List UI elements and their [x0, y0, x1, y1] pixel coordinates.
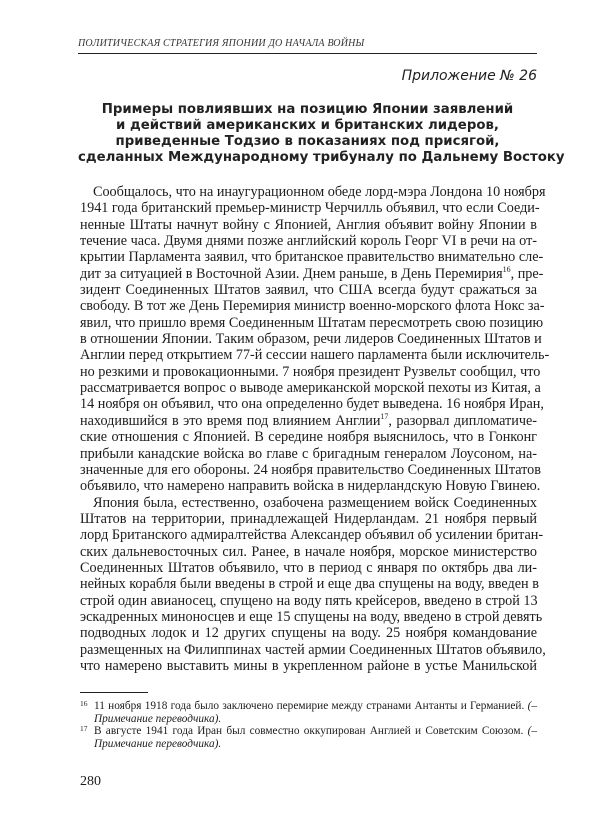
text-line: [80, 314, 544, 331]
footnote-ref[interactable]: 17: [380, 411, 389, 421]
line-text: ские отношения с Японией. В середине ноября выяснилось, что в Гонконг: [80, 429, 537, 446]
text-line: [80, 511, 537, 527]
text-line: [80, 641, 546, 658]
line-text: Соединенных Штатов объявило, что в период с января по октябрь два ли-: [80, 559, 537, 576]
line-text: подводных лодок и 12 других спущены на воду. 25 ноября командование: [80, 625, 537, 642]
text-line: [80, 625, 537, 641]
line-text: строй один авианосец, спущено на воду пять крейсеров, введено в строй 13: [80, 592, 538, 609]
line-text: эскадренных миноносцев и еще 15 спущены на воду, введено в строй девять: [80, 608, 543, 625]
line-text: Штатов на территории, принадлежащей Нидерландам. 21 ноября первый: [80, 510, 537, 527]
text-line: [80, 249, 544, 266]
text-line: [80, 282, 537, 298]
line-text: прибыли канадские войска во главе с бригадным генералом Лоусоном, на-: [80, 445, 537, 462]
line-text: рассматривается вопрос о выводе американской морской пехоты из Китая, а: [80, 380, 541, 397]
footnote-number: 16: [80, 699, 88, 708]
line-text: зидент Соединенных Штатов заявил, что США всегда будут сражаться за: [80, 282, 537, 299]
text-line: [80, 544, 537, 560]
text-line: [80, 429, 537, 445]
line-text: крытии Парламента заявил, что британское правительство внимательно сле-: [80, 249, 544, 266]
footnote-note-start: (–: [527, 700, 537, 712]
text-line: [80, 380, 541, 397]
line-text: 14 ноября он объявил, что она определенно будет выведена. 16 ноября Иран,: [80, 396, 544, 413]
line-text: но резкими и провокационными. 7 ноября президент Рузвельт сообщил, что: [80, 363, 541, 380]
text-line: [80, 446, 537, 462]
line-text: Сообщалось, что на инаугурационном обеде лорд-мэра Лондона 10 ноября: [93, 184, 546, 200]
footnote-divider: [80, 692, 148, 693]
text-line: [80, 527, 544, 544]
line-text: Япония была, естественно, озабочена размещением войск Соединенных: [93, 494, 537, 511]
footnotes: [80, 700, 537, 750]
line-text-after: , разорвал дипломатиче-: [388, 412, 537, 429]
line-text: 1941 года британский премьер-министр Черчилль объявил, что если Соеди-: [80, 200, 540, 217]
footnote-note-end: Примечание переводчика).: [94, 712, 222, 725]
title-line: Примеры повлиявших на позицию Японии заявлений: [101, 102, 514, 117]
footnote-text: В августе 1941 года Иран был совместно оккупирован Англией и Советским Союзом.: [94, 725, 524, 737]
text-line: [80, 593, 537, 609]
footnote-line: [94, 725, 537, 738]
text-line: [80, 608, 543, 625]
text-line: [80, 298, 545, 315]
text-line: [80, 461, 541, 478]
text-line: [80, 264, 544, 282]
footnote-note-start: (–: [527, 725, 537, 737]
running-head: ПОЛИТИЧЕСКАЯ СТРАТЕГИЯ ЯПОНИИ ДО НАЧАЛА ВОЙНЫ: [78, 38, 365, 49]
text-line: [80, 396, 544, 413]
line-text: явил, что пришло время Соединенным Штатам пересмотреть свою позицию: [80, 314, 544, 331]
text-line: [80, 184, 546, 200]
appendix-label: Приложение № 26: [401, 68, 537, 84]
text-line: [80, 347, 550, 364]
line-text: размещенных на Филиппинах частей армии Соединенных Штатов объявило,: [80, 641, 546, 658]
line-text: объявило, что намерено направить войска в нидерландскую Новую Гвинею.: [80, 478, 541, 495]
text-line: [80, 233, 537, 249]
line-text: свободу. В тот же День Перемирия министр военно-морского флота Нокс за-: [80, 298, 545, 315]
page-number: 280: [80, 774, 101, 789]
line-text: значенные для его обороны. 24 ноября правительство Соединенных Штатов: [80, 461, 541, 478]
line-text: в отношении Японии. Таким образом, речи лидеров Соединенных Штатов и: [80, 331, 542, 348]
text-line: [80, 331, 542, 348]
text-line: [80, 560, 537, 576]
line-text: Англии перед открытием 77-й сессии нашего парламента были исключитель-: [80, 347, 550, 364]
line-text: ненные Штаты начнут войну с Японией, Англия объявит войну Японии в: [80, 216, 537, 233]
footnote-number: 17: [80, 724, 88, 733]
line-text: лорд Британского адмиралтейства Александер объявил об усилении британ-: [80, 527, 544, 544]
text-line: [80, 200, 540, 217]
text-line: [80, 413, 537, 429]
footnote-ref[interactable]: 16: [502, 264, 511, 274]
line-text: дит за ситуацией в Восточной Азии. Днем раньше, в День Перемирия: [80, 265, 503, 282]
text-line: [80, 658, 537, 674]
line-text: ских дальневосточных сил. Ранее, в начале ноября, морское министерство: [80, 543, 537, 560]
footnote-line: [94, 700, 537, 713]
line-text: что намерено выставить мины в укрепленном районе в устье Манильской: [80, 657, 537, 674]
section-title: [78, 102, 565, 166]
footnote-note-end: Примечание переводчика).: [94, 737, 222, 750]
text-line: [80, 478, 541, 495]
text-line: [80, 576, 537, 592]
text-line: [80, 217, 537, 233]
text-line: [80, 363, 541, 380]
footnote: [80, 725, 537, 750]
line-text-after: , пре-: [510, 265, 544, 282]
footnote: [80, 700, 537, 725]
title-line: приведенные Тодзио в показаниях под присягой,: [115, 134, 500, 149]
line-text: находившийся в это время под влиянием Англии: [80, 412, 381, 429]
header-divider: [78, 53, 537, 54]
body-text: [80, 184, 550, 674]
title-line: сделанных Международному трибуналу по Дальнему Востоку: [78, 150, 565, 165]
text-line: [80, 495, 537, 511]
line-text: течение часа. Двумя днями позже английский король Георг VI в речи на от-: [80, 233, 537, 250]
line-text: нейных корабля были введены в строй и еще два спущены на воду, введен в: [80, 576, 539, 593]
title-line: и действий американских и британских лидеров,: [116, 118, 499, 133]
footnote-text: 11 ноября 1918 года было заключено перемирие между странами Антанты и Германией.: [94, 700, 525, 712]
